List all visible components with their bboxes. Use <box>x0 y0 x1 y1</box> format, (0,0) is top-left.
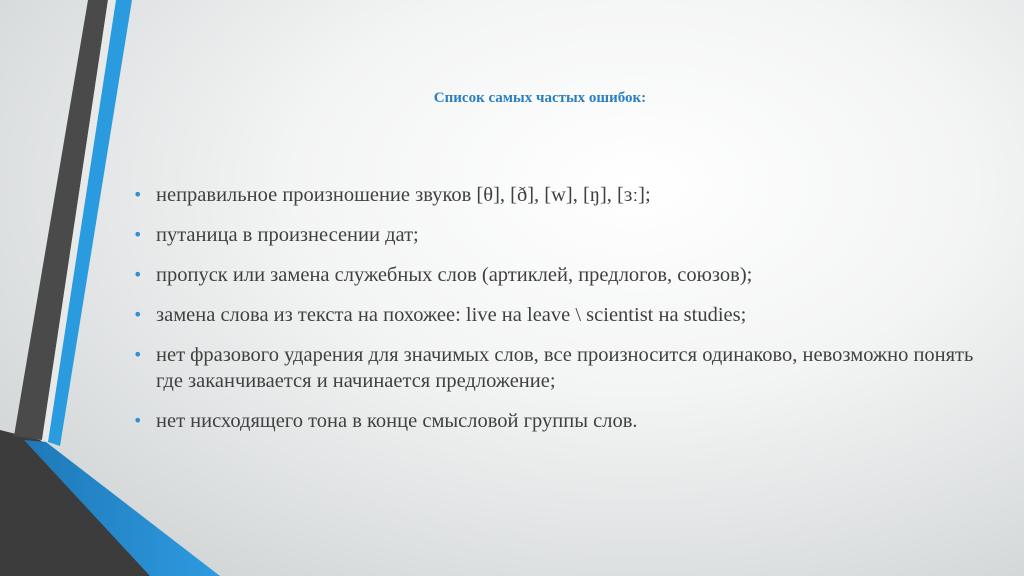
bullet-icon: • <box>133 345 143 364</box>
list-item <box>128 182 988 208</box>
bullet-icon: • <box>133 265 143 284</box>
slide-title: Список самых частых ошибок: <box>433 90 647 106</box>
bullet-icon: • <box>133 411 143 430</box>
bullet-icon: • <box>133 185 143 204</box>
bullet-text: замена слова из текста на похожее: live на leave \ scientist на studies; <box>156 304 747 326</box>
list-item <box>128 408 988 434</box>
list-item <box>128 342 988 394</box>
bullet-text: нет фразового ударения для значимых слов, все произносится одинаково, невозможно понять где заканчивается и начинается предложение; <box>156 344 974 392</box>
bullet-icon: • <box>133 225 143 244</box>
bullet-text: нет нисходящего тона в конце смысловой группы слов. <box>156 410 638 432</box>
bullet-text: путаница в произнесении дат; <box>156 224 419 246</box>
bullet-list <box>128 182 988 448</box>
list-item <box>128 262 988 288</box>
bullet-text: пропуск или замена служебных слов (артиклей, предлогов, союзов); <box>156 264 753 286</box>
bullet-text: неправильное произношение звуков [θ], [ð], [w], [ŋ], [ɜː]; <box>156 184 651 206</box>
list-item <box>128 302 988 328</box>
list-item <box>128 222 988 248</box>
bullet-icon: • <box>133 305 143 324</box>
